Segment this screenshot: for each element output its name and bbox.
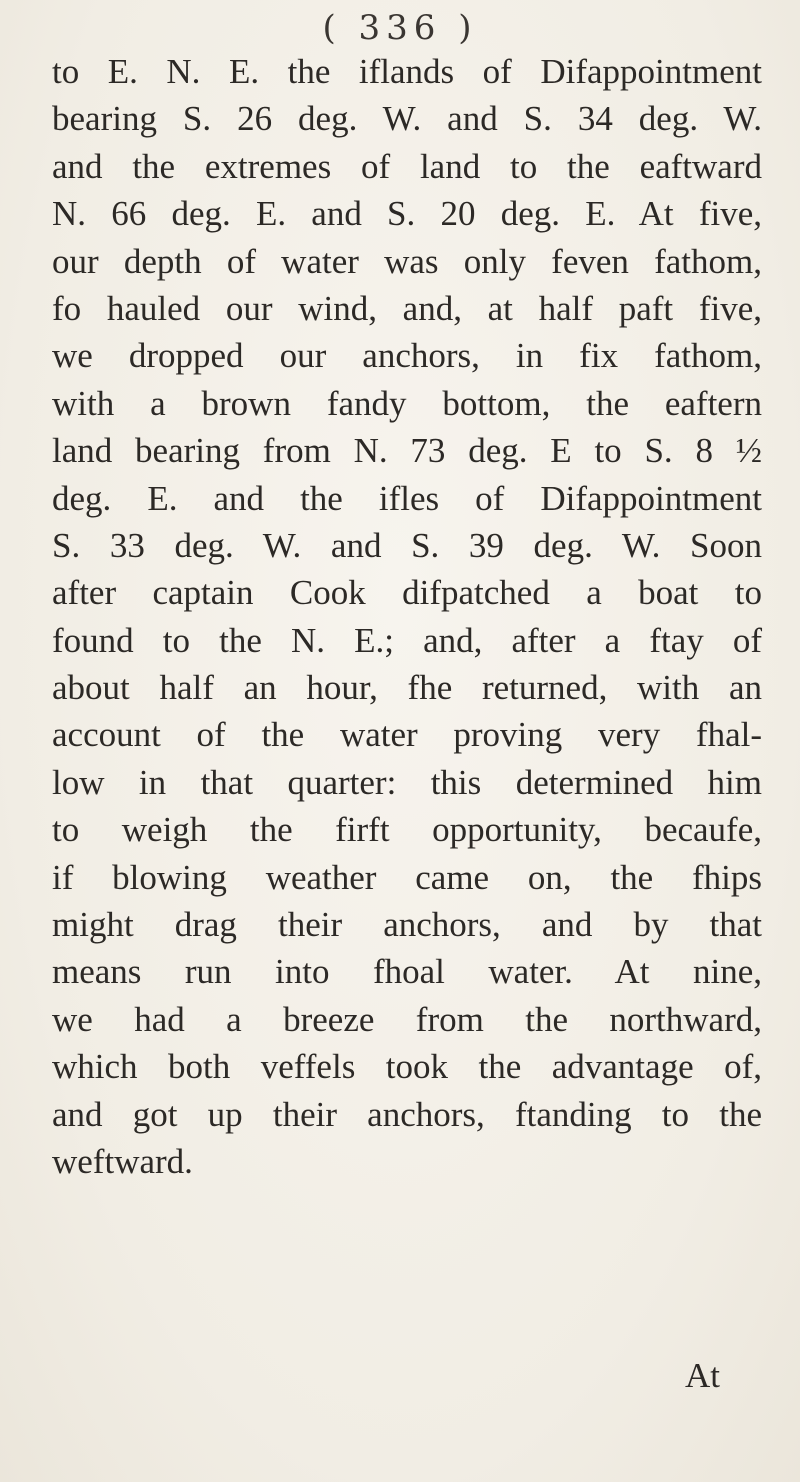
- text-line-last: weftward.: [52, 1141, 193, 1181]
- text-line: and got up their anchors, ftanding to the: [52, 1094, 762, 1134]
- page-number: ( 336 ): [322, 8, 478, 48]
- text-line: we had a breeze from the northward,: [52, 999, 762, 1039]
- text-line: if blowing weather came on, the fhips: [52, 857, 762, 897]
- text-line: to weigh the firft opportunity, becaufe,: [52, 810, 762, 850]
- text-line: with a brown fandy bottom, the eaftern: [52, 383, 762, 423]
- text-line: means run into fhoal water. At nine,: [52, 952, 762, 992]
- body-text: [52, 48, 762, 1185]
- text-line: N. 66 deg. E. and S. 20 deg. E. At five,: [52, 194, 762, 234]
- text-line: about half an hour, fhe returned, with an: [52, 668, 762, 708]
- catchword: At: [685, 1356, 720, 1395]
- text-line: deg. E. and the ifles of Difappointment: [52, 478, 762, 518]
- text-line: our depth of water was only feven fathom,: [52, 241, 762, 281]
- text-line: bearing S. 26 deg. W. and S. 34 deg. W.: [52, 99, 762, 139]
- text-line: we dropped our anchors, in fix fathom,: [52, 336, 762, 376]
- text-line: low in that quarter: this determined him: [52, 762, 762, 802]
- text-line: might drag their anchors, and by that: [52, 905, 762, 945]
- text-line: found to the N. E.; and, after a ftay of: [52, 620, 762, 660]
- text-line: fo hauled our wind, and, at half paft five,: [52, 288, 762, 328]
- text-line: to E. N. E. the iflands of Difappointment: [52, 52, 762, 91]
- text-line: and the extremes of land to the eaftward: [52, 146, 762, 186]
- text-line: which both veffels took the advantage of,: [52, 1047, 762, 1087]
- text-line: after captain Cook difpatched a boat to: [52, 573, 762, 613]
- text-line: land bearing from N. 73 deg. E to S. 8 ½: [52, 431, 762, 471]
- text-line: S. 33 deg. W. and S. 39 deg. W. Soon: [52, 525, 762, 565]
- text-line: account of the water proving very fhal-: [52, 715, 762, 755]
